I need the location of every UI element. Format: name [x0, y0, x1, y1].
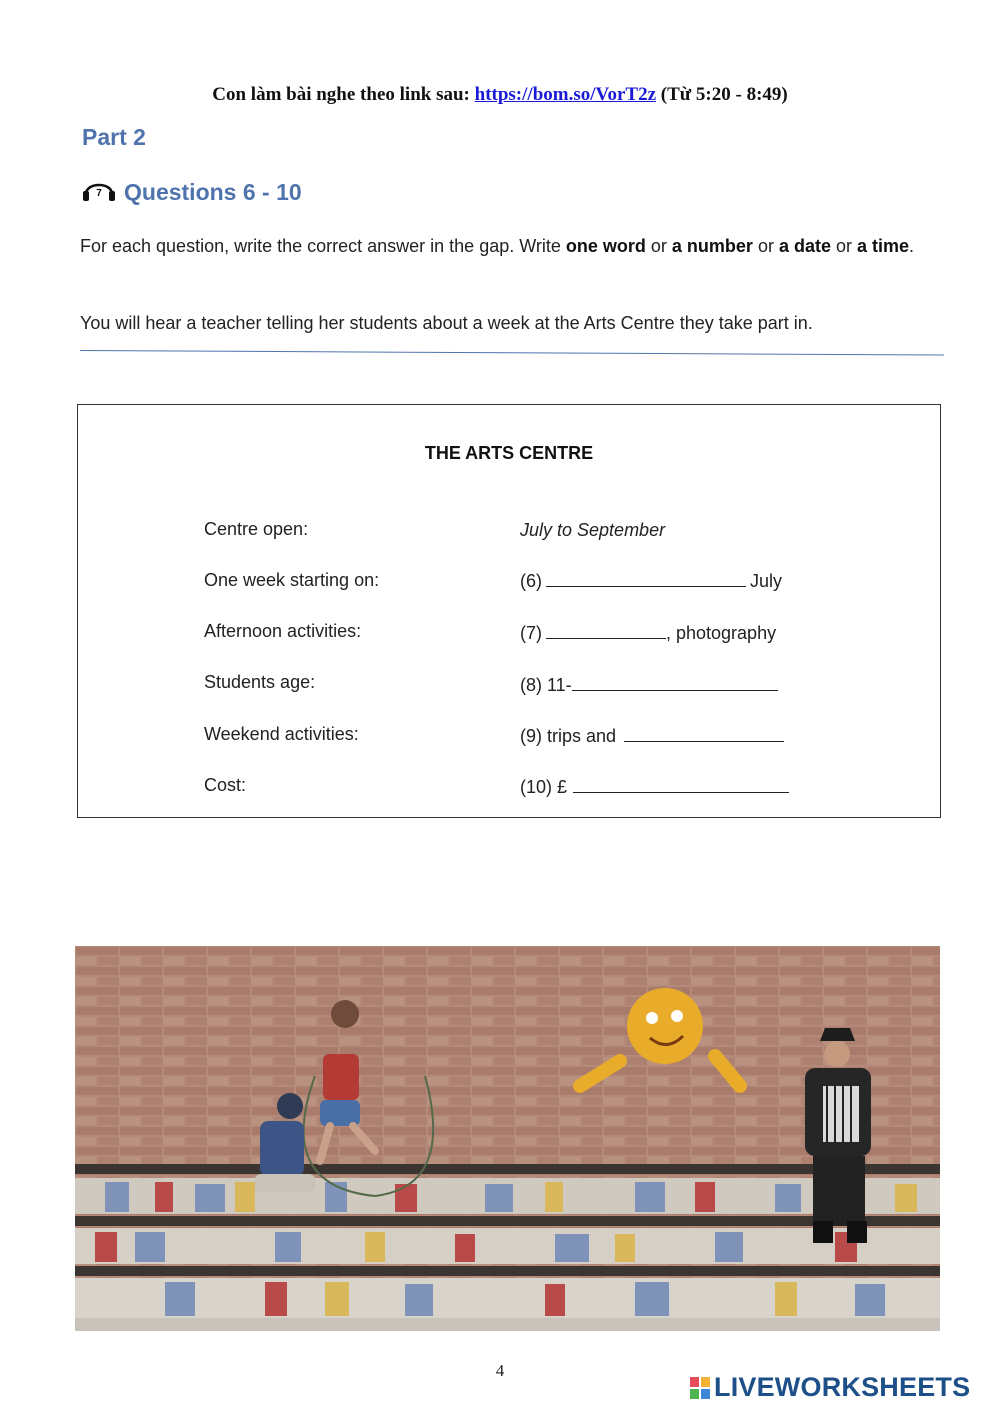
part-title: Part 2 [82, 124, 146, 150]
instr-bold: one word [565, 236, 646, 256]
q8-number: (8) 11- [520, 675, 572, 695]
q6-suffix: July [750, 571, 783, 591]
q9-number: (9) trips and [520, 726, 617, 746]
page-number: 4 [495, 1361, 505, 1380]
q6-number: (6) [520, 571, 542, 591]
time-range: (Từ 5:20 - 8:49) [660, 84, 788, 105]
instr-text: or [752, 236, 779, 256]
instr-bold: a time [857, 236, 910, 256]
brand-blocks-icon [690, 1377, 710, 1399]
divider [80, 350, 944, 356]
row-value [520, 726, 788, 747]
row-label: One week starting on: [204, 570, 380, 590]
context-text: You will hear a teacher telling her students about a week at the Arts Centre they take part in. [80, 313, 813, 333]
q7-suffix: , photography [666, 623, 777, 643]
listening-link-line [0, 84, 1000, 106]
form-box [77, 404, 941, 818]
link-prefix: Con làm bài nghe theo link sau: [212, 84, 470, 105]
q10-answer-blank[interactable] [573, 791, 789, 793]
q7-answer-blank[interactable] [546, 637, 666, 639]
instr-text: or [831, 236, 858, 256]
centre-open-value: July to September [520, 520, 666, 540]
instr-text: For each question, write the correct answer in the gap. Write [80, 236, 566, 256]
headphones-icon [82, 176, 116, 208]
row-label: Students age: [204, 672, 316, 692]
instr-text: . [909, 236, 915, 256]
row-label: Centre open: [204, 519, 309, 539]
svg-text:7: 7 [96, 188, 102, 199]
instr-bold: a date [778, 236, 831, 256]
instr-text: or [645, 236, 672, 256]
brand-name: LIVEWORKSHEETS [714, 1372, 971, 1402]
row-label: Cost: [204, 775, 247, 795]
q10-number: (10) £ [520, 777, 568, 797]
q9-answer-blank[interactable] [624, 740, 784, 742]
row-value [520, 520, 665, 541]
row-value [520, 571, 782, 592]
instr-bold: a number [671, 236, 753, 256]
row-value [520, 777, 793, 798]
arts-centre-mural [75, 946, 940, 1331]
q7-number: (7) [520, 623, 542, 643]
questions-heading [82, 176, 302, 208]
row-value [520, 675, 782, 696]
q6-answer-blank[interactable] [546, 585, 746, 587]
q8-answer-blank[interactable] [572, 689, 778, 691]
questions-title: Questions 6 - 10 [124, 178, 302, 205]
row-value [520, 623, 776, 644]
instructions [80, 234, 950, 258]
row-label: Afternoon activities: [204, 621, 362, 641]
liveworksheets-logo [690, 1372, 970, 1403]
book-rows [75, 1178, 940, 1318]
audio-link[interactable]: https://bom.so/VorT2z [474, 84, 657, 105]
row-label: Weekend activities: [204, 724, 359, 744]
form-title: THE ARTS CENTRE [424, 443, 594, 463]
